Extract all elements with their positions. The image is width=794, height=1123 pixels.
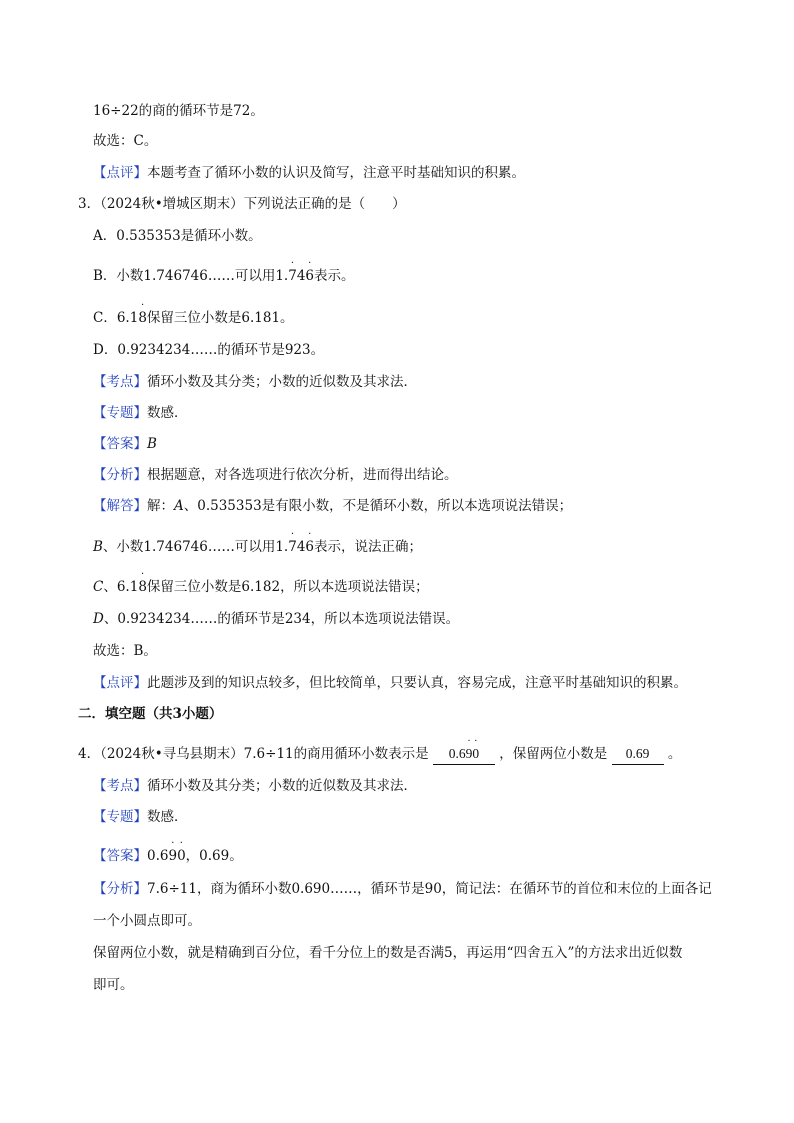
q3-kd-text: 循环小数及其分类；小数的近似数及其求法．	[147, 374, 417, 390]
q3-option-c-post: 保留三位小数是6.181。	[146, 310, 294, 326]
q3-choice-text: 故选：B。	[93, 643, 157, 659]
q4-fx-tag: 【分析】	[93, 881, 147, 897]
repeating-digit: · 7	[288, 258, 297, 284]
q4-analysis-line-3	[93, 943, 682, 963]
q3-jb-pre: 、小数1.746746……可以用1.	[102, 539, 289, 555]
repeating-digit: · 0	[177, 838, 186, 864]
q3-option-b	[93, 258, 355, 286]
q3-option-b-post: 表示。	[314, 268, 355, 284]
answer-blank-2: 0.69	[612, 744, 664, 765]
q3-solution-c	[93, 569, 429, 597]
q3-fx-text: 根据题意，对各选项进行依次分析，进而得出结论。	[147, 467, 458, 483]
q3-choice	[93, 641, 157, 661]
q3-knowledge-point	[93, 372, 417, 392]
q4-knowledge-point	[93, 776, 417, 796]
q3-option-a	[93, 226, 262, 246]
repeating-digit: · 7	[288, 529, 297, 555]
q4-analysis-line-2	[93, 911, 201, 931]
answer-blank-1: 0.6 · 9 · 0	[433, 744, 495, 765]
q3-option-c	[93, 300, 294, 328]
q4-kd-text: 循环小数及其分类；小数的近似数及其求法．	[147, 778, 417, 794]
q3-option-d-text: D．0.9234234……的循环节是923。	[93, 342, 325, 358]
section-heading	[78, 704, 222, 724]
q4-zt-tag: 【专题】	[93, 809, 147, 825]
q3-option-b-mid: 4	[296, 268, 306, 284]
q4-fx-line4: 即可。	[93, 977, 134, 993]
prev-conclusion-text: 16÷22的商的循环节是72。	[93, 103, 264, 119]
q3-answer	[93, 434, 157, 454]
q4-analysis-line-4	[93, 975, 134, 995]
q3-jc-pre: 、6.1	[103, 579, 139, 595]
q3-fx-tag: 【分析】	[93, 467, 147, 483]
q3-jb-letter: B	[93, 539, 103, 555]
q3-da-text: B	[147, 436, 157, 452]
q4-stem-mid: ，保留两位小数是	[499, 746, 608, 762]
q3-solution-b	[93, 529, 422, 557]
q3-kd-tag: 【考点】	[93, 374, 147, 390]
q4-stem-post: 。	[667, 746, 682, 762]
q3-jb-mid: 4	[296, 539, 306, 555]
q3-zt-text: 数感．	[147, 405, 188, 421]
q3-solution-d	[93, 609, 459, 629]
q4-kd-tag: 【考点】	[93, 778, 147, 794]
q3-jb-post: 表示，说法正确；	[314, 539, 422, 555]
prev-conclusion-line	[93, 101, 264, 121]
repeating-digit: · 9	[168, 838, 178, 864]
q3-jc-letter: C	[93, 579, 104, 595]
prev-review-tag: 【点评】	[93, 165, 147, 181]
q4-fx-line1: 7.6÷11，商为循环小数0.690……，循环节是90，简记法：在循环节的首位和末位的上面各记	[147, 881, 712, 897]
prev-choice-text: 故选：C。	[93, 133, 158, 149]
repeating-digit: · 8	[138, 300, 147, 326]
repeating-digit: · 8	[138, 569, 147, 595]
q4-stem-pre: 4．（2024秋•寻乌县期末）7.6÷11的商用循环小数表示是	[78, 746, 429, 762]
q3-review	[93, 673, 687, 693]
prev-review-text: 本题考查了循环小数的认识及简写，注意平时基础知识的积累。	[147, 165, 525, 181]
q3-topic	[93, 403, 188, 423]
section-heading-text: 二．填空题（共3小题）	[78, 706, 223, 722]
q3-zt-tag: 【专题】	[93, 405, 147, 421]
q4-da-pre: 0.6	[147, 848, 169, 864]
q4-fx-line3: 保留两位小数，就是精确到百分位，看千分位上的数是否满5，再运用“四舍五入”的方法求出近似数	[93, 945, 683, 961]
q3-jd-tag: 【解答】	[93, 498, 147, 514]
q3-option-c-pre: C．6.1	[93, 310, 139, 326]
q3-analysis	[93, 465, 458, 485]
q3-option-b-pre: B．小数1.746746……可以用1.	[93, 268, 289, 284]
q4-analysis-line-1	[93, 879, 712, 899]
q3-stem	[78, 194, 406, 214]
q3-jdd-letter: D	[93, 611, 104, 627]
q3-stem-text: 3．（2024秋•增城区期末）下列说法正确的是（ ）	[78, 196, 406, 212]
q4-fx-line2: 一个小圆点即可。	[93, 913, 201, 929]
q3-jd-text: 、0.535353是有限小数，不是循环小数，所以本选项说法错误；	[183, 498, 573, 514]
q3-option-a-text: A．0.535353是循环小数。	[93, 228, 262, 244]
repeating-digit: · 6	[305, 258, 314, 284]
q3-jd-a-letter: A	[174, 498, 184, 514]
q3-jdd-text: 、0.9234234……的循环节是234，所以本选项说法错误。	[103, 611, 460, 627]
q3-da-tag: 【答案】	[93, 436, 147, 452]
repeating-digit: · 6	[305, 529, 314, 555]
prev-choice-line	[93, 131, 157, 151]
q3-solution	[93, 496, 572, 516]
q4-zt-text: 数感．	[147, 809, 188, 825]
q4-da-tag: 【答案】	[93, 848, 147, 864]
q3-review-text: 此题涉及到的知识点较多，但比较简单，只要认真，容易完成，注意平时基础知识的积累。	[147, 675, 687, 691]
q3-review-tag: 【点评】	[93, 675, 147, 691]
q3-jd-pre: 解：	[147, 498, 174, 514]
q4-da-post: ，0.69。	[185, 848, 243, 864]
prev-review-line	[93, 163, 525, 183]
q4-topic	[93, 807, 188, 827]
q3-jc-post: 保留三位小数是6.182，所以本选项说法错误；	[146, 579, 429, 595]
q4-answer	[93, 838, 243, 866]
q4-stem	[78, 736, 682, 765]
q3-option-d	[93, 340, 324, 360]
